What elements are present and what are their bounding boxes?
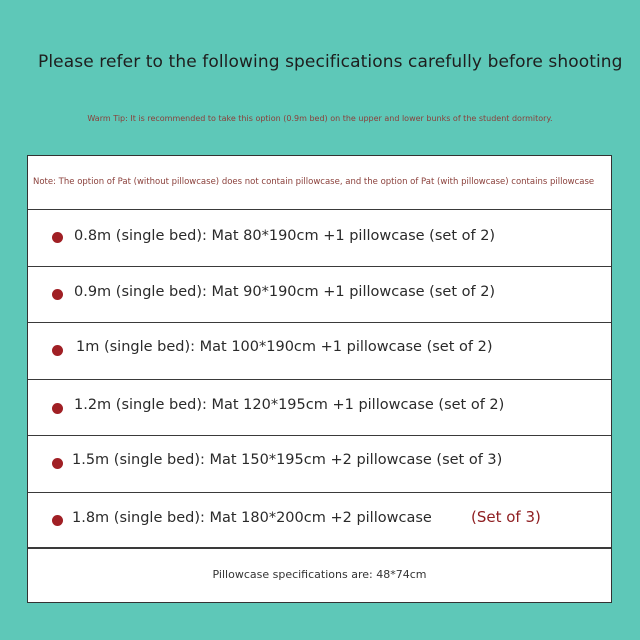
- option-row-1-8m: [28, 493, 611, 550]
- footer-row: [28, 548, 611, 602]
- option-text: 1.2m (single bed): Mat 120*195cm +1 pillowcase (set of 2): [74, 396, 505, 413]
- option-row-1-2m: [28, 380, 611, 437]
- bullet-dot-icon: [52, 403, 63, 414]
- option-row-0-9m: [28, 267, 611, 324]
- option-row-1-5m: [28, 436, 611, 493]
- note-row: [28, 156, 611, 210]
- option-text: 0.9m (single bed): Mat 90*190cm +1 pillowcase (set of 2): [74, 283, 496, 300]
- option-row-0-8m: [28, 210, 611, 267]
- option-text: 1.5m (single bed): Mat 150*195cm +2 pillowcase (set of 3): [72, 452, 503, 468]
- bullet-dot-icon: [52, 458, 63, 469]
- bullet-dot-icon: [52, 345, 63, 356]
- option-text: 1m (single bed): Mat 100*190cm +1 pillowcase (set of 2): [76, 339, 493, 355]
- pillowcase-spec-text: Pillowcase specifications are: 48*74cm: [212, 568, 427, 581]
- option-row-1m: [28, 323, 611, 380]
- bullet-dot-icon: [52, 289, 63, 300]
- page-heading: Please refer to the following specifications carefully before shooting: [38, 52, 623, 72]
- option-suffix: (Set of 3): [471, 507, 541, 526]
- option-text: 0.8m (single bed): Mat 80*190cm +1 pillowcase (set of 2): [74, 228, 496, 244]
- spec-table: [27, 155, 612, 603]
- bullet-dot-icon: [52, 515, 63, 526]
- note-text: Note: The option of Pat (without pillowcase) does not contain pillowcase, and the option of Pat (with pillowcase) contains pillowcase: [33, 177, 595, 187]
- warm-tip: Warm Tip: It is recommended to take this option (0.9m bed) on the upper and lower bunks of the student dormitory.: [87, 114, 553, 123]
- bullet-dot-icon: [52, 232, 63, 243]
- option-text: 1.8m (single bed): Mat 180*200cm +2 pillowcase: [72, 509, 432, 526]
